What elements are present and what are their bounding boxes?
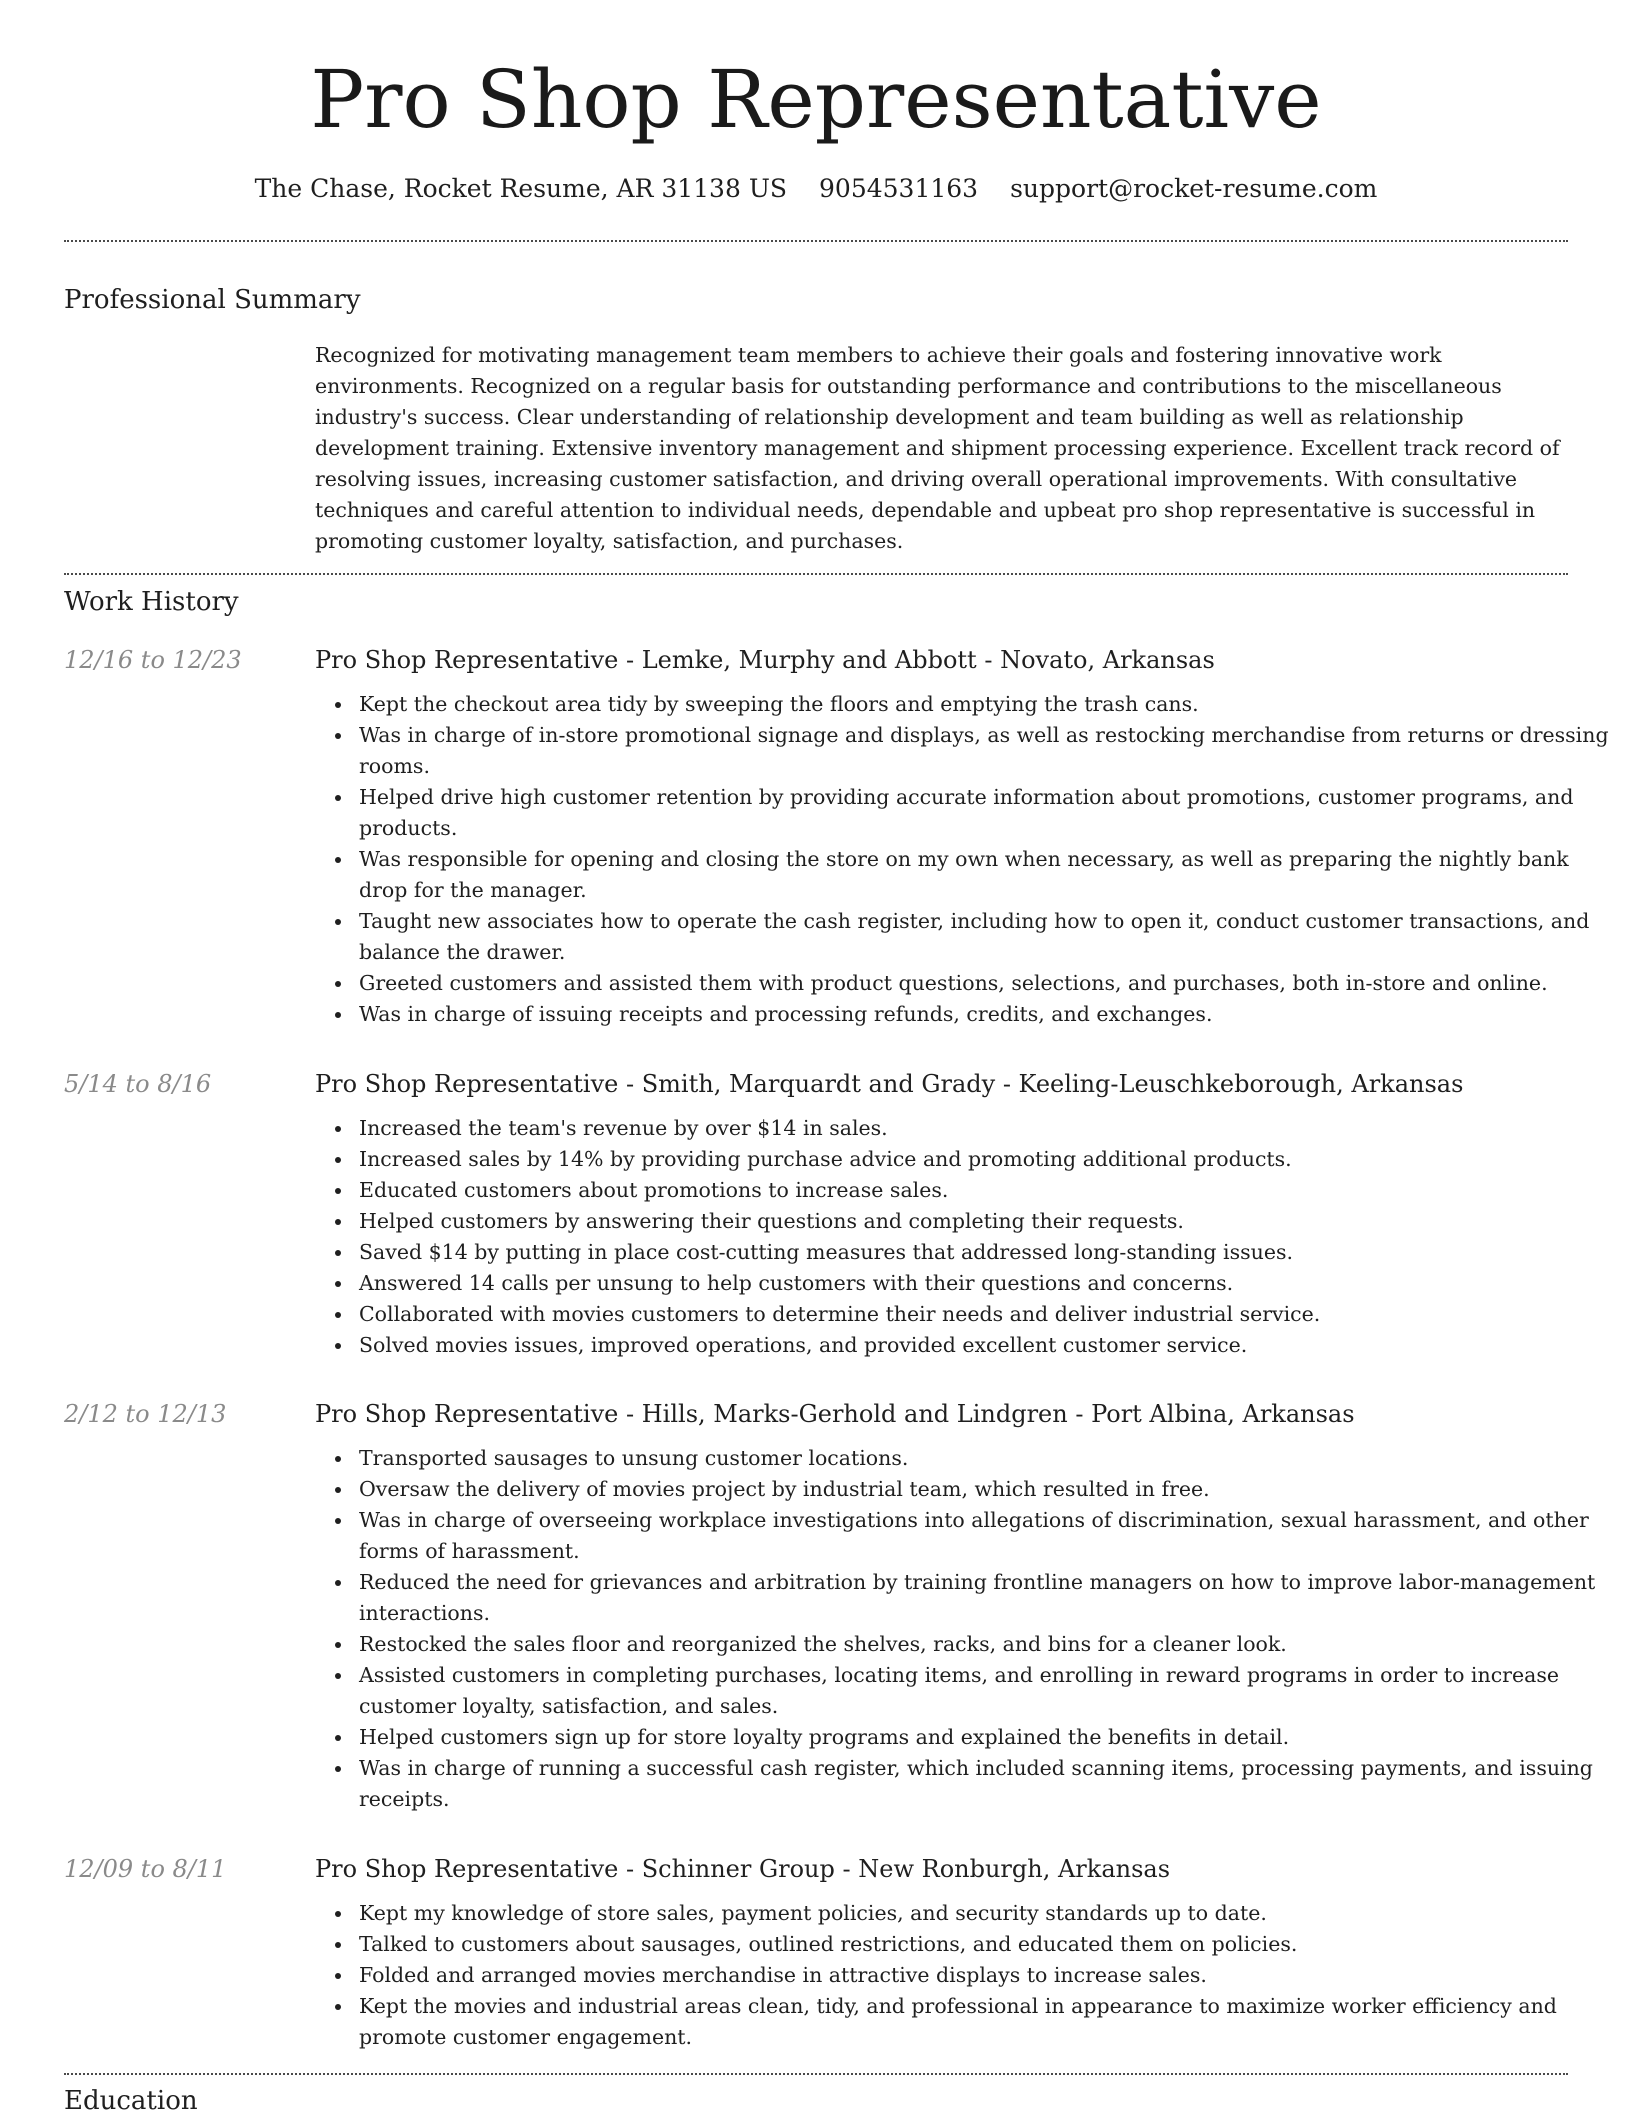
job-date: 5/14 to 8/16 xyxy=(64,1070,212,1098)
list-item: Was in charge of issuing receipts and processing refunds, credits, and exchanges. xyxy=(359,999,1611,1030)
list-item: Transported sausages to unsung customer locations. xyxy=(359,1443,1611,1474)
summary-text: Recognized for motivating management team members to achieve their goals and fostering innovative work environments. Recognized on a regular basis for outstanding performance and contributions to the miscellaneous industry's success. Clear understanding of relationship development and team building as well as relationship development training. Extensive inventory management and shipment processing experience. Excellent track record of resolving issues, increasing customer satisfaction, and driving overall operational improvements. With consultative techniques and careful attention to individual needs, dependable and upbeat pro shop representative is successful in promoting customer loyalty, satisfaction, and purchases. xyxy=(315,343,1560,553)
job-bullets xyxy=(315,1443,1611,1815)
list-item: Oversaw the delivery of movies project by industrial team, which resulted in free. xyxy=(359,1474,1611,1505)
job-bullets xyxy=(315,1898,1611,2053)
list-item: Was in charge of overseeing workplace investigations into allegations of discrimination, sexual harassment, and other forms of harassment. xyxy=(359,1505,1611,1567)
job-title: Pro Shop Representative - Hills, Marks-Gerhold and Lindgren - Port Albina, Arkansas xyxy=(315,1400,1355,1428)
work-history-heading: Work History xyxy=(64,587,239,617)
job-bullets xyxy=(315,1113,1611,1361)
list-item: Greeted customers and assisted them with product questions, selections, and purchases, both in-store and online. xyxy=(359,968,1611,999)
list-item: Was responsible for opening and closing the store on my own when necessary, as well as preparing the nightly bank drop for the manager. xyxy=(359,844,1611,906)
list-item: Answered 14 calls per unsung to help customers with their questions and concerns. xyxy=(359,1268,1611,1299)
phone: 9054531163 xyxy=(819,174,979,203)
job-date: 2/12 to 12/13 xyxy=(64,1400,227,1428)
list-item: Increased the team's revenue by over $14 in sales. xyxy=(359,1113,1611,1144)
list-item: Helped drive high customer retention by providing accurate information about promotions, customer programs, and products. xyxy=(359,782,1611,844)
job-title: Pro Shop Representative - Lemke, Murphy and Abbott - Novato, Arkansas xyxy=(315,646,1215,674)
job-title: Pro Shop Representative - Schinner Group - New Ronburgh, Arkansas xyxy=(315,1855,1171,1883)
education-heading: Education xyxy=(64,2086,198,2116)
list-item: Reduced the need for grievances and arbitration by training frontline managers on how to improve labor-management interactions. xyxy=(359,1567,1611,1629)
list-item: Restocked the sales floor and reorganized the shelves, racks, and bins for a cleaner look. xyxy=(359,1629,1611,1660)
list-item: Solved movies issues, improved operations, and provided excellent customer service. xyxy=(359,1330,1611,1361)
divider-work xyxy=(64,2073,1568,2075)
job-date: 12/09 to 8/11 xyxy=(64,1855,227,1883)
summary-heading: Professional Summary xyxy=(64,285,361,315)
list-item: Saved $14 by putting in place cost-cutting measures that addressed long-standing issues. xyxy=(359,1237,1611,1268)
list-item: Was in charge of in-store promotional signage and displays, as well as restocking merchandise from returns or dressing rooms. xyxy=(359,720,1611,782)
list-item: Helped customers sign up for store loyalty programs and explained the benefits in detail. xyxy=(359,1722,1611,1753)
list-item: Assisted customers in completing purchases, locating items, and enrolling in reward programs in order to increase customer loyalty, satisfaction, and sales. xyxy=(359,1660,1611,1722)
job-title: Pro Shop Representative - Smith, Marquardt and Grady - Keeling-Leuschkeborough, Arkansas xyxy=(315,1070,1464,1098)
divider-summary xyxy=(64,573,1568,575)
list-item: Helped customers by answering their questions and completing their requests. xyxy=(359,1206,1611,1237)
divider-header xyxy=(64,240,1568,242)
list-item: Taught new associates how to operate the cash register, including how to open it, conduct customer transactions, and balance the drawer. xyxy=(359,906,1611,968)
list-item: Increased sales by 14% by providing purchase advice and promoting additional products. xyxy=(359,1144,1611,1175)
address: The Chase, Rocket Resume, AR 31138 US xyxy=(254,174,788,203)
list-item: Folded and arranged movies merchandise in attractive displays to increase sales. xyxy=(359,1960,1611,1991)
job-date: 12/16 to 12/23 xyxy=(64,646,242,674)
list-item: Kept my knowledge of store sales, payment policies, and security standards up to date. xyxy=(359,1898,1611,1929)
list-item: Was in charge of running a successful cash register, which included scanning items, processing payments, and issuing receipts. xyxy=(359,1753,1611,1815)
email: support@rocket-resume.com xyxy=(1010,174,1378,203)
contact-line xyxy=(64,172,1568,206)
list-item: Kept the movies and industrial areas clean, tidy, and professional in appearance to maximize worker efficiency and promote customer engagement. xyxy=(359,1991,1611,2053)
list-item: Collaborated with movies customers to determine their needs and deliver industrial service. xyxy=(359,1299,1611,1330)
list-item: Talked to customers about sausages, outlined restrictions, and educated them on policies. xyxy=(359,1929,1611,1960)
list-item: Educated customers about promotions to increase sales. xyxy=(359,1175,1611,1206)
list-item: Kept the checkout area tidy by sweeping the floors and emptying the trash cans. xyxy=(359,689,1611,720)
job-bullets xyxy=(315,689,1611,1030)
candidate-name: Pro Shop Representative xyxy=(310,53,1322,146)
